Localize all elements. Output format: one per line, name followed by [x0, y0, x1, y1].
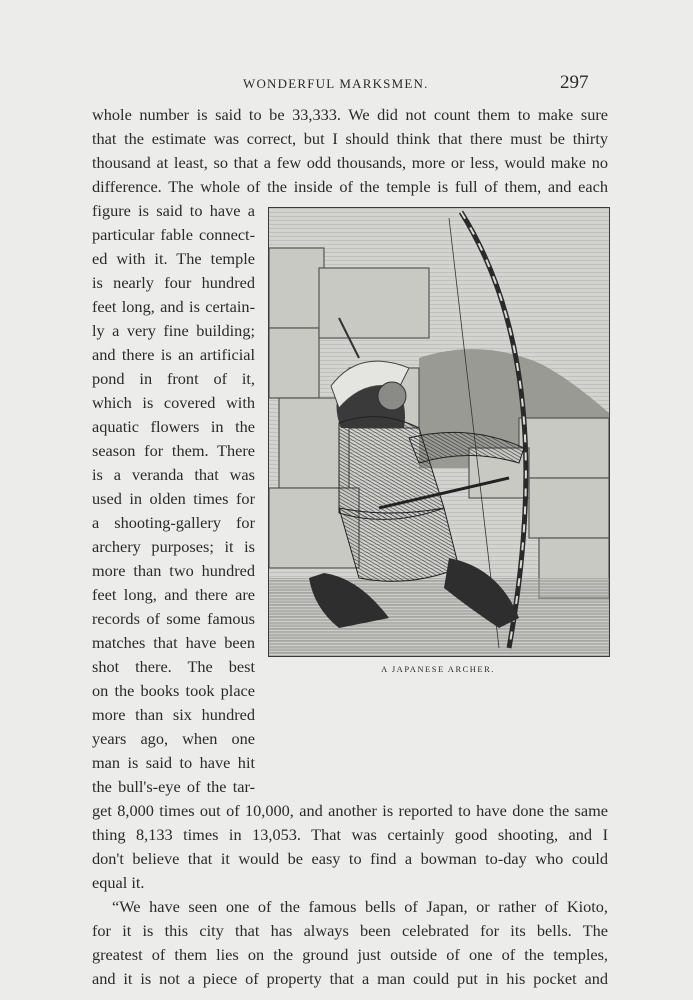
text-line: “We have seen one of the famous bells of Japan, or rather of Kioto, — [112, 897, 608, 916]
text-line: equal it. — [92, 873, 145, 892]
text-line: thousand at least, so that a few odd thousands, more or less, would make no — [92, 153, 608, 172]
text-line: pond in front of it, — [92, 369, 255, 388]
text-line: for it is this city that has always been celebrated for its bells. The — [92, 921, 608, 940]
running-title: WONDERFUL MARKSMEN. — [243, 76, 429, 91]
text-line: the bull's-eye of the tar- — [92, 777, 255, 796]
text-line: season for them. There — [92, 441, 255, 460]
text-line: more than six hundred — [92, 705, 255, 724]
page-number: 297 — [560, 72, 589, 93]
text-line: years ago, when one — [92, 729, 255, 748]
archer-illustration — [268, 207, 610, 657]
text-line: records of some famous — [92, 609, 255, 628]
text-line: a shooting-gallery for — [92, 513, 255, 532]
text-line: that the estimate was correct, but I should think that there must be thirty — [92, 129, 608, 148]
text-line: figure is said to have a — [92, 201, 255, 220]
text-line: aquatic flowers in the — [92, 417, 255, 436]
text-line: and there is an artificial — [92, 345, 255, 364]
text-line: get 8,000 times out of 10,000, and another is reported to have done the same — [92, 801, 608, 820]
text-line: and it is not a piece of property that a man could put in his pocket and — [92, 969, 608, 988]
text-line: on the books took place — [92, 681, 255, 700]
text-line: feet long, and there are — [92, 585, 255, 604]
text-line: don't believe that it would be easy to find a bowman to-day who could — [92, 849, 608, 868]
text-line: is a veranda that was — [92, 465, 255, 484]
text-line: man is said to have hit — [92, 753, 255, 772]
text-line: more than two hundred — [92, 561, 255, 580]
text-line: used in olden times for — [92, 489, 255, 508]
text-line: thing 8,133 times in 13,053. That was certainly good shooting, and I — [92, 825, 608, 844]
text-line: feet long, and is certain- — [92, 297, 255, 316]
text-line: is nearly four hundred — [92, 273, 255, 292]
figure-caption: A JAPANESE ARCHER. — [381, 664, 495, 674]
text-line: particular fable connect- — [92, 225, 255, 244]
text-line: whole number is said to be 33,333. We did not count them to make sure — [92, 105, 608, 124]
text-line: which is covered with — [92, 393, 255, 412]
text-line: archery purposes; it is — [92, 537, 255, 556]
text-line: matches that have been — [92, 633, 255, 652]
text-line: shot there. The best — [92, 657, 255, 676]
text-line: ly a very fine building; — [92, 321, 255, 340]
text-line: greatest of them lies on the ground just outside of one of the temples, — [92, 945, 608, 964]
text-line: ed with it. The temple — [92, 249, 255, 268]
text-line: difference. The whole of the inside of the temple is full of them, and each — [92, 177, 608, 196]
